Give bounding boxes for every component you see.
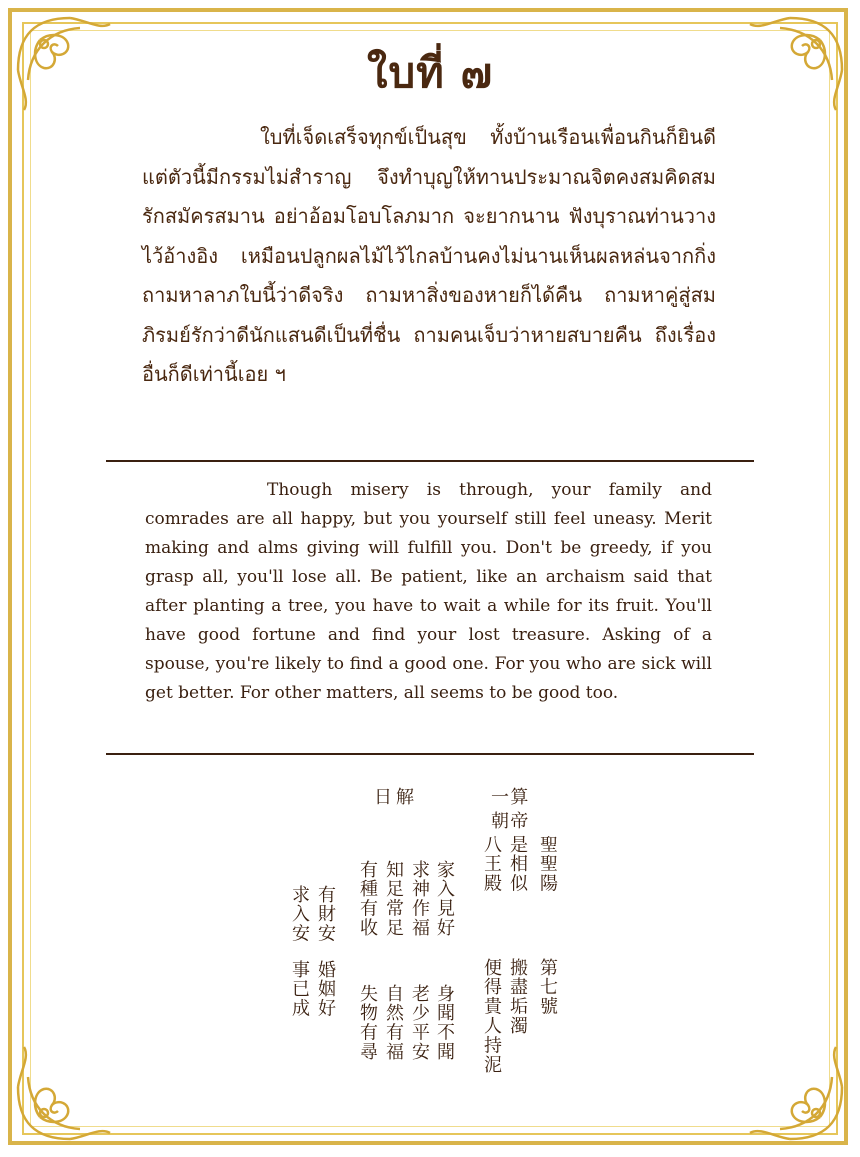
corner-ornament-icon bbox=[10, 1027, 130, 1147]
thai-fortune-text: ใบที่เจ็ดเสร็จทุกข์เป็นสุข ทั้งบ้านเรือนเพื่อนกินก็ยินดี แต่ตัวนี้มีกรรมไม่สำราญ จึงทำบุญให้ทานประมาณจิตคงสมคิดสมรักสมัครสมาน อย่าอ้อมโอบโลภมาก จะยากนาน ฟังบุราณท่านวางไว้อ้างอิง เหมือนปลูกผลไม้ไว้ไกลบ้านคงไม่นานเห็นผลหล่นจากกิ่ง ถามหาลาภใบนี้ว่าดีจริง ถามหาสิ่งของหายก็ได้คืน ถามหาคู่สู่สมภิรมย์รักว่าดีนักแสนดีเป็นที่ชื่น ถามคนเจ็บว่าหายสบายคืน ถึงเรื่องอื่นก็ดีเท่านี้เอย ฯ bbox=[142, 125, 716, 386]
chinese-column: 家入見好 bbox=[434, 860, 455, 938]
chinese-column: 求入安 bbox=[289, 885, 310, 944]
chinese-column: 第七號 bbox=[537, 958, 558, 1017]
chinese-column: 是相似 bbox=[507, 835, 528, 894]
page-title: ใบที่ ๗ bbox=[366, 48, 494, 97]
chinese-column: 八王殿 bbox=[481, 835, 502, 894]
chinese-column: 搬盡垢濁 bbox=[507, 958, 528, 1036]
chinese-column: 有財安 bbox=[315, 885, 336, 944]
divider bbox=[106, 460, 754, 462]
chinese-column: 身聞不聞 bbox=[434, 984, 455, 1062]
corner-ornament-icon bbox=[730, 1027, 850, 1147]
chinese-column: 便得貴人持泥 bbox=[481, 958, 502, 1075]
chinese-column: 聖聖陽 bbox=[537, 835, 558, 894]
chinese-column: 有種有收 bbox=[357, 860, 378, 938]
divider bbox=[106, 753, 754, 755]
english-fortune-text: Though misery is through, your family and comrades are all happy, but you yourself still feel uneasy. Merit making and alms giving will fulfill you. Don't be greedy, if you grasp all, you'll lose all. Be patient, like an archaism said that after planting a tree, you have to wait a while for its fruit. You'll have good fortune and find your lost treasure. Asking of a spouse, you're likely to find a good one. For you who are sick will get better. For other matters, all seems to be good too. bbox=[145, 480, 712, 703]
chinese-column: 求神作福 bbox=[409, 860, 430, 938]
chinese-column: 自然有福 bbox=[383, 984, 404, 1062]
chinese-column: 婚姻好 bbox=[315, 960, 336, 1019]
chinese-column: 事已成 bbox=[289, 960, 310, 1019]
chinese-column: 失物有尋 bbox=[357, 984, 378, 1062]
chinese-column: 老少平安 bbox=[409, 984, 430, 1062]
chinese-column: 一算朝帝 bbox=[491, 787, 530, 832]
chinese-column: 知足常足 bbox=[383, 860, 404, 938]
chinese-column: 日解 bbox=[374, 787, 418, 808]
